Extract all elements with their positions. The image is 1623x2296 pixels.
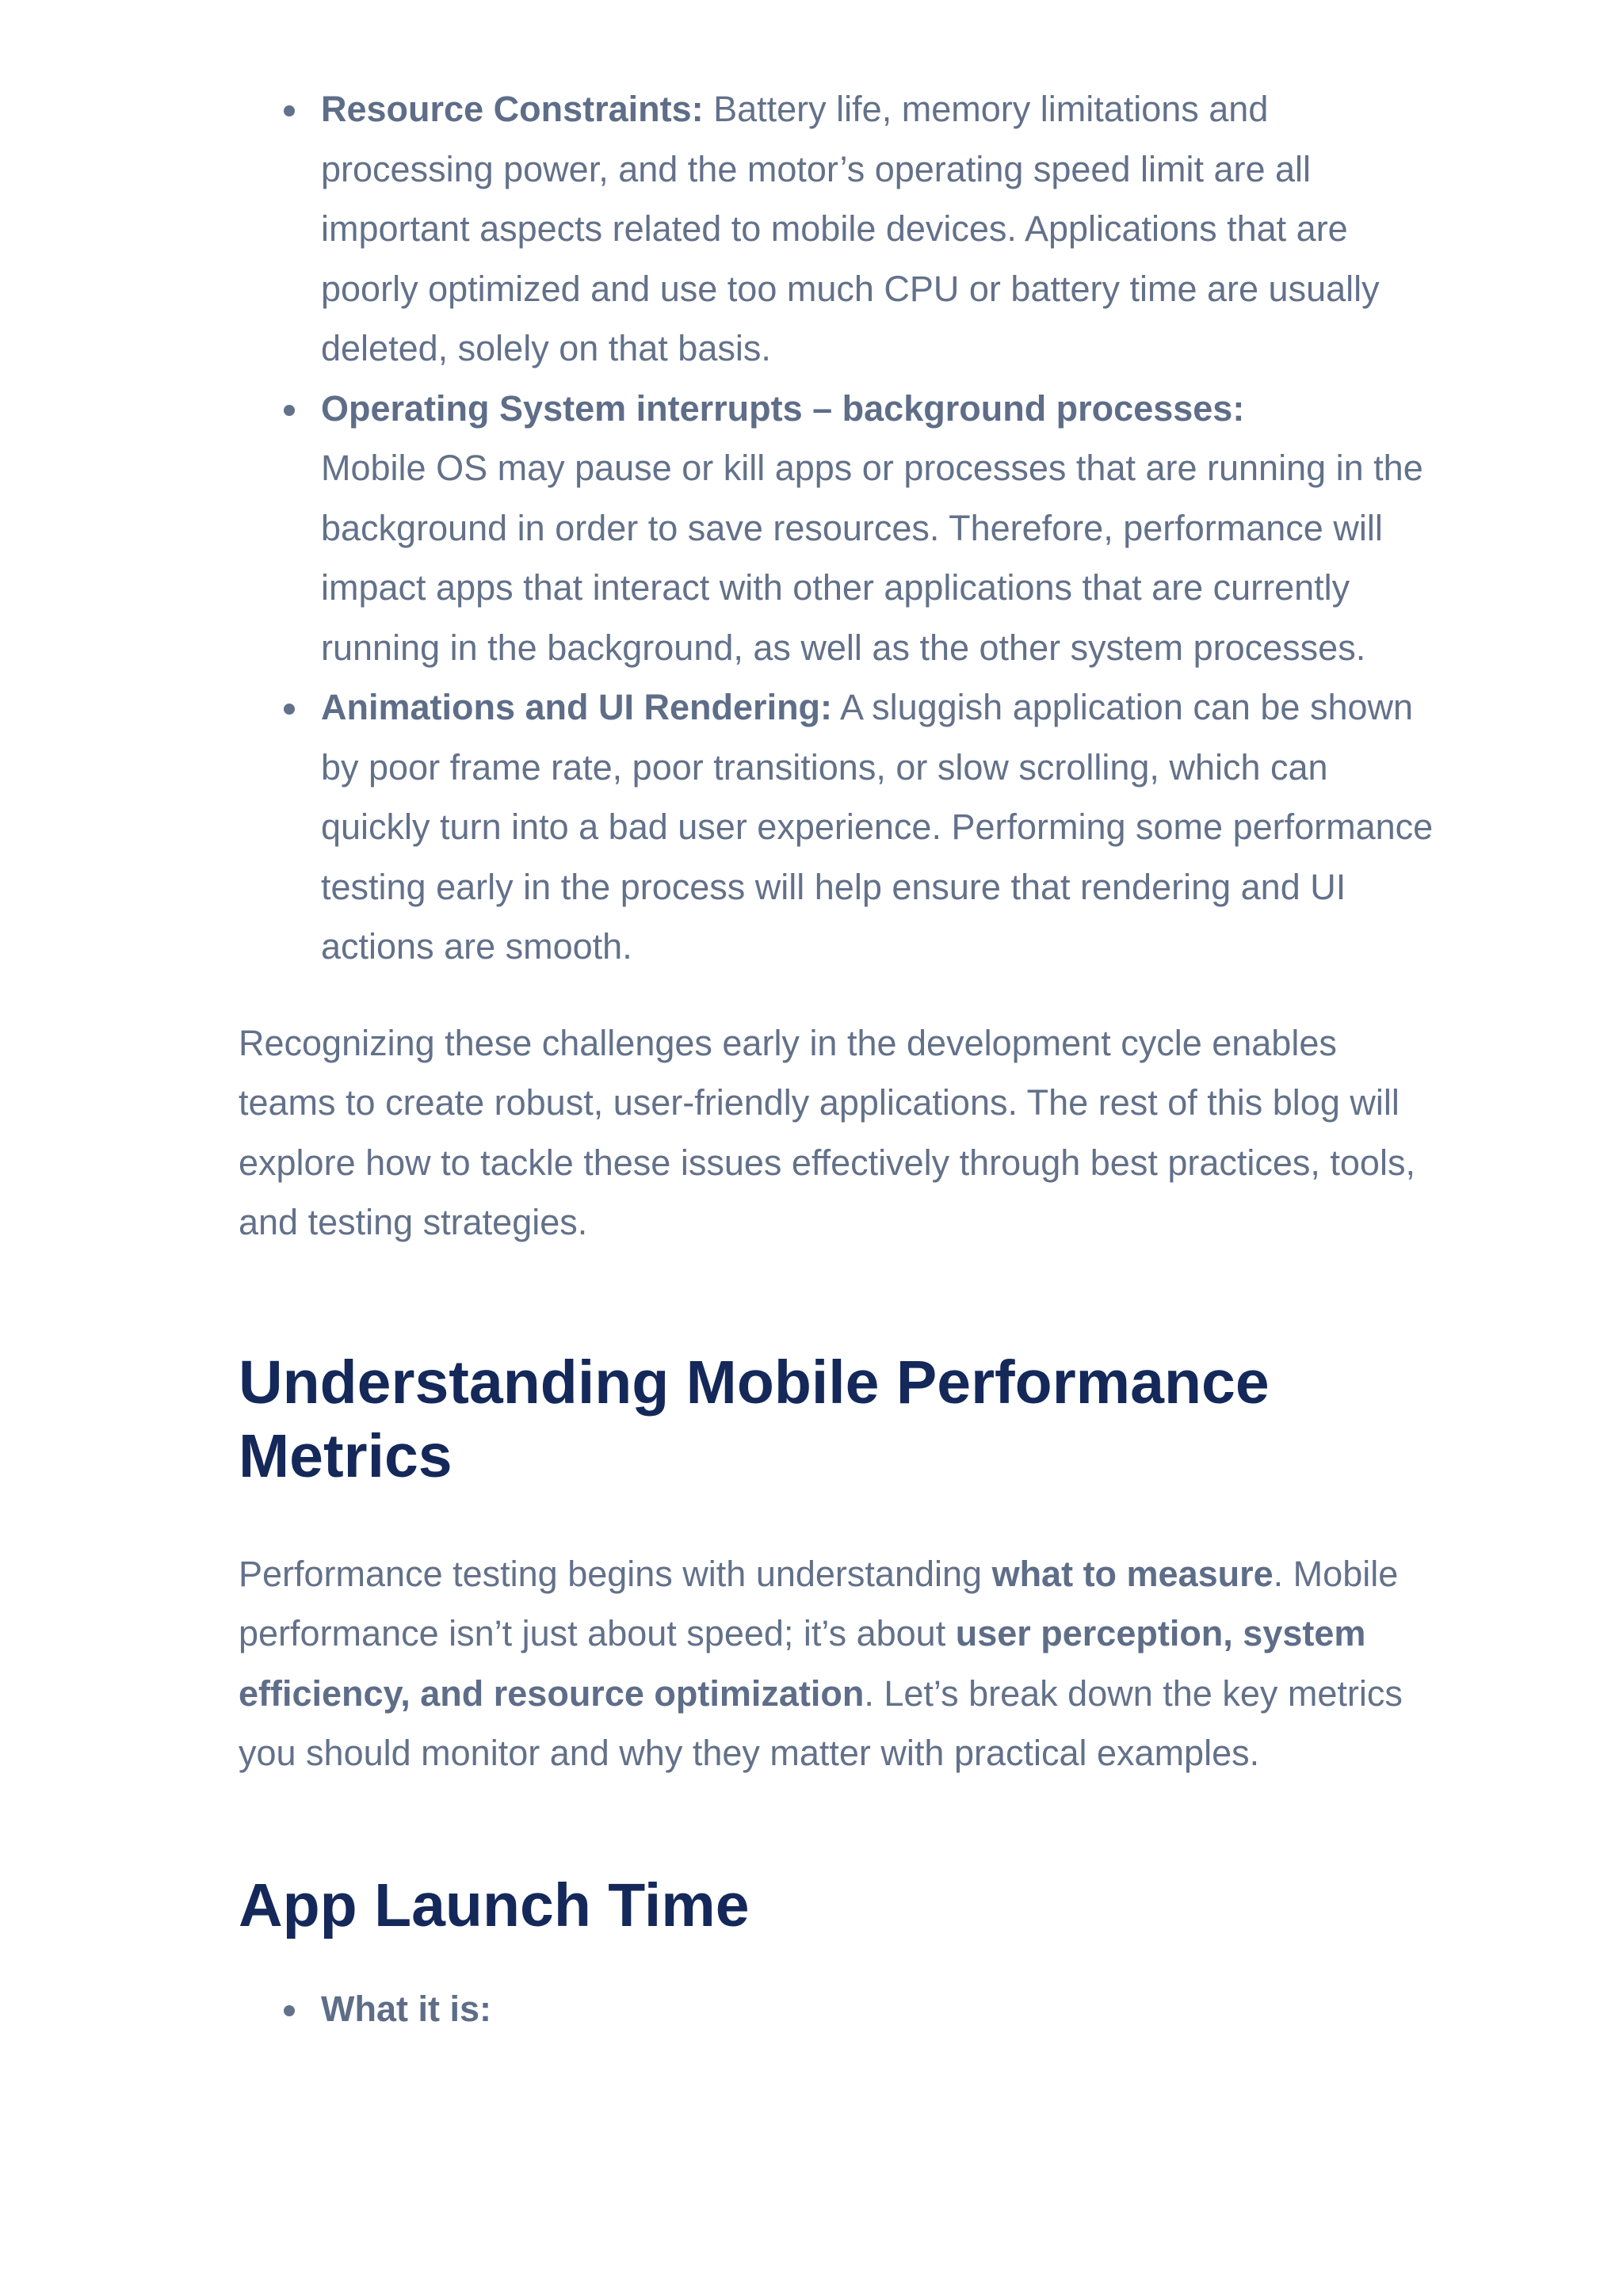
bullet-text: A sluggish application can be shown by poor frame rate, poor transitions, or slow scrolling, which can quickly turn into a bad user experience. Performing some performance testing early in the process will help ensure that rendering and UI actions are smooth. <box>321 687 1434 967</box>
bullet-title: Operating System interrupts – background processes: <box>321 387 1245 429</box>
paragraph-performance-testing <box>239 1544 1443 1783</box>
bullet-title: Animations and UI Rendering: <box>321 687 833 727</box>
text-segment: . Mobile performance isn’t just about speed; it’s about <box>239 1553 1399 1653</box>
bullet-text: Battery life, memory limitations and processing power, and the motor’s operating speed limit are all important aspects related to mobile devices. Applications that are poorly optimized and use too much CPU or battery time are usually deleted, solely on that basis. <box>321 89 1380 368</box>
bold-what-to-measure: what to measure <box>991 1553 1274 1594</box>
text-segment: Performance testing begins with understanding <box>239 1553 992 1594</box>
paragraph-recognizing: Recognizing these challenges early in the development cycle enables teams to create robust, user-friendly applications. The rest of this blog will explore how to tackle these issues effectively through best practices, tools, and testing strategies. <box>239 1022 1415 1242</box>
heading-app-launch-time: App Launch Time <box>239 1871 750 1939</box>
text-segment: . Let’s break down the key metrics you should monitor and why they matter with practical examples. <box>239 1672 1403 1773</box>
heading-understanding-metrics: Understanding Mobile Performance Metrics <box>239 1348 1270 1490</box>
article-body <box>239 79 1443 2039</box>
launch-list <box>239 1979 1443 2039</box>
list-item-what-it-is <box>239 1979 1443 2039</box>
bold-user-perception: user perception, system efficiency, and resource optimization <box>239 1613 1366 1714</box>
bullet-title: Resource Constraints: <box>321 89 704 129</box>
list-item-animations <box>239 677 1443 977</box>
bullet-text: Mobile OS may pause or kill apps or processes that are running in the background in order to save resources. Therefore, performance will impact apps that interact with other applications that are currently running in the background, as well as the other system processes. <box>321 448 1423 668</box>
challenges-list <box>239 79 1443 977</box>
list-item-resource-constraints <box>239 79 1443 379</box>
list-item-os-interrupts <box>239 379 1443 678</box>
bullet-title: What it is: <box>321 1988 491 2029</box>
